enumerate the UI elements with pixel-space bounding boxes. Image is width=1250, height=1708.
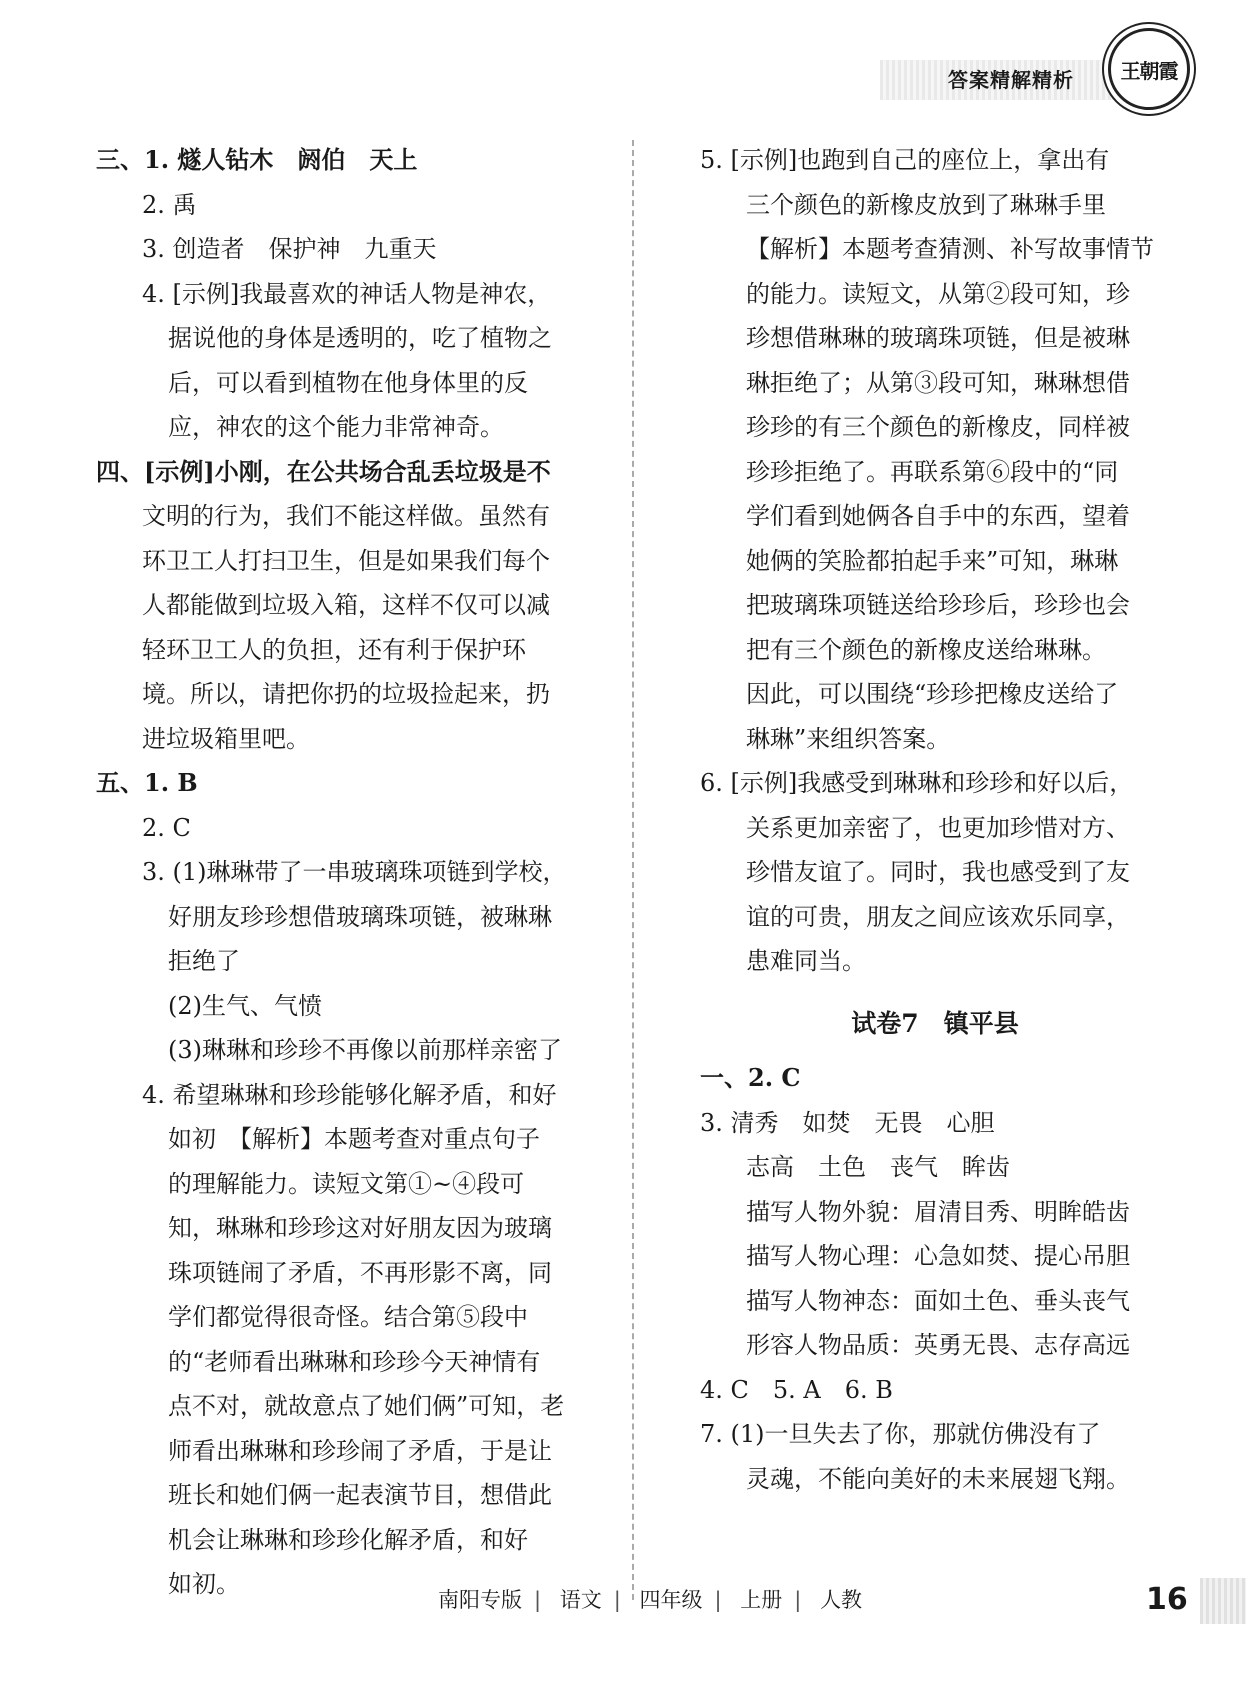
answer-line: 志高 土色 丧气 眸齿 [746, 1153, 1010, 1181]
answer-line: 一、2. C [700, 1063, 801, 1092]
answer-line: 好朋友珍珍想借玻璃珠项链，被琳琳 [168, 902, 552, 931]
answer-line: 知，琳琳和珍珍这对好朋友因为玻璃 [168, 1214, 552, 1242]
answer-line: 如初 【解析】本题考查对重点句子 [168, 1125, 540, 1153]
answer-line: 描写人物外貌：眉清目秀、明眸皓齿 [746, 1197, 1130, 1226]
answer-line: 描写人物神态：面如土色、垂头丧气 [746, 1286, 1130, 1315]
right-column [700, 138, 1170, 1501]
footer-volume: 上册 [740, 1588, 783, 1612]
answer-line: 进垃圾箱里吧。 [142, 724, 310, 753]
answer-line: 师看出琳琳和珍珍闹了矛盾，于是让 [168, 1436, 552, 1465]
right-column-answers [700, 138, 1170, 984]
answer-line: 珍珍拒绝了。再联系第⑥段中的“同 [746, 457, 1119, 486]
left-column [96, 138, 616, 1607]
answer-line: 3. 清秀 如焚 无畏 心胆 [700, 1108, 995, 1137]
footer-grade: 四年级 [639, 1588, 703, 1612]
footer-subject: 语文 [559, 1588, 602, 1612]
answer-line: 关系更加亲密了，也更加珍惜对方、 [746, 813, 1130, 842]
answer-line: 形容人物品质：英勇无畏、志存高远 [746, 1331, 1130, 1359]
answer-line: 她俩的笑脸都拍起手来”可知，琳琳 [746, 546, 1119, 575]
footer-edition: 南阳专版 [438, 1588, 522, 1612]
answer-line: 2. C [142, 813, 191, 842]
answer-line: 6. [示例]我感受到琳琳和珍珍和好以后， [700, 769, 1134, 797]
answer-line: 把有三个颜色的新橡皮送给琳琳。 [746, 635, 1106, 664]
answer-line: (2)生气、气愤 [168, 991, 322, 1020]
answer-line: 因此，可以围绕“珍珍把橡皮送给了 [746, 680, 1119, 708]
answer-line: 4. [示例]我最喜欢的神话人物是神农， [142, 279, 552, 308]
answer-line: 如初。 [168, 1570, 240, 1598]
answer-line: 描写人物心理：心急如焚、提心吊胆 [746, 1242, 1130, 1270]
answer-line: 五、1. B [96, 768, 198, 797]
answer-line: 【解析】本题考查猜测、补写故事情节 [746, 235, 1154, 263]
answer-line: (3)琳琳和珍珍不再像以前那样亲密了 [168, 1036, 562, 1064]
logo-text: 王朝霞 [1120, 58, 1178, 83]
answer-line: 轻环卫工人的负担，还有利于保护环 [142, 635, 526, 664]
answer-line: 境。所以，请把你扔的垃圾捡起来，扔 [142, 680, 550, 708]
footer-band [1200, 1578, 1246, 1624]
answer-line: 拒绝了 [168, 947, 240, 975]
answer-line: 四、[示例]小刚，在公共场合乱丢垃圾是不 [96, 456, 551, 486]
answer-line: 环卫工人打扫卫生，但是如果我们每个 [142, 546, 550, 575]
answer-line: 的能力。读短文，从第②段可知，珍 [746, 279, 1130, 308]
answer-line: 2. 禹 [142, 190, 197, 219]
header-title: 答案精解精析 [948, 68, 1074, 92]
answer-line: 5. [示例]也跑到自己的座位上，拿出有 [700, 146, 1110, 174]
answer-line: 珍想借琳琳的玻璃珠项链，但是被琳 [746, 324, 1130, 352]
answer-line: 后，可以看到植物在他身体里的反 [168, 368, 528, 397]
footer-publisher: 人教 [820, 1588, 863, 1612]
answer-line: 珠项链闹了矛盾，不再形影不离，同 [168, 1258, 552, 1287]
answer-line: 文明的行为，我们不能这样做。虽然有 [142, 502, 550, 530]
answer-line: 灵魂，不能向美好的未来展翅飞翔。 [746, 1464, 1130, 1493]
answer-line: 学们看到她俩各自手中的东西，望着 [746, 502, 1130, 530]
answer-line: 班长和她们俩一起表演节目，想借此 [168, 1481, 552, 1509]
section-heading: 试卷7 镇平县 [851, 1008, 1019, 1038]
answer-line: 三个颜色的新橡皮放到了琳琳手里 [746, 190, 1106, 219]
answer-line: 据说他的身体是透明的，吃了植物之 [168, 324, 552, 352]
brand-logo-icon [1108, 28, 1190, 110]
answer-line: 3. (1)琳琳带了一串玻璃珠项链到学校， [142, 858, 567, 886]
answer-line: 点不对，就故意点了她们俩”可知，老 [168, 1392, 565, 1420]
footer-info: 南阳专版 | 语文 | 四年级 | 上册 | 人教 [432, 1584, 868, 1614]
answer-line: 琳琳”来组织答案。 [746, 724, 951, 753]
answer-line: 机会让琳琳和珍珍化解矛盾，和好 [168, 1525, 528, 1554]
answer-line: 7. (1)一旦失去了你，那就仿佛没有了 [700, 1420, 1101, 1448]
answer-line: 学们都觉得很奇怪。结合第⑤段中 [168, 1303, 528, 1331]
page-number: 16 [1146, 1582, 1188, 1617]
footer [0, 1572, 1250, 1632]
answer-line: 3. 创造者 保护神 九重天 [142, 235, 437, 263]
answer-line: 患难同当。 [746, 947, 866, 975]
answer-line: 4. C 5. A 6. B [700, 1375, 893, 1404]
answer-line: 谊的可贵，朋友之间应该欢乐同享， [746, 902, 1130, 931]
answer-line: 珍惜友谊了。同时，我也感受到了友 [746, 858, 1130, 886]
answer-line: 珍珍的有三个颜色的新橡皮，同样被 [746, 413, 1130, 441]
answer-line: 琳拒绝了；从第③段可知，琳琳想借 [746, 368, 1130, 397]
column-divider [632, 140, 634, 1600]
answer-line: 应，神农的这个能力非常神奇。 [168, 413, 504, 441]
answer-line: 三、1. 燧人钻木 阏伯 天上 [96, 145, 418, 174]
right-column-answers-2 [700, 1056, 1170, 1501]
answer-line: 的“老师看出琳琳和珍珍今天神情有 [168, 1347, 541, 1376]
answer-line: 人都能做到垃圾入箱，这样不仅可以减 [142, 591, 550, 619]
answer-line: 把玻璃珠项链送给珍珍后，珍珍也会 [746, 591, 1130, 619]
answer-line: 4. 希望琳琳和珍珍能够化解矛盾，和好 [142, 1080, 557, 1109]
answer-line: 的理解能力。读短文第①~④段可 [168, 1169, 525, 1198]
